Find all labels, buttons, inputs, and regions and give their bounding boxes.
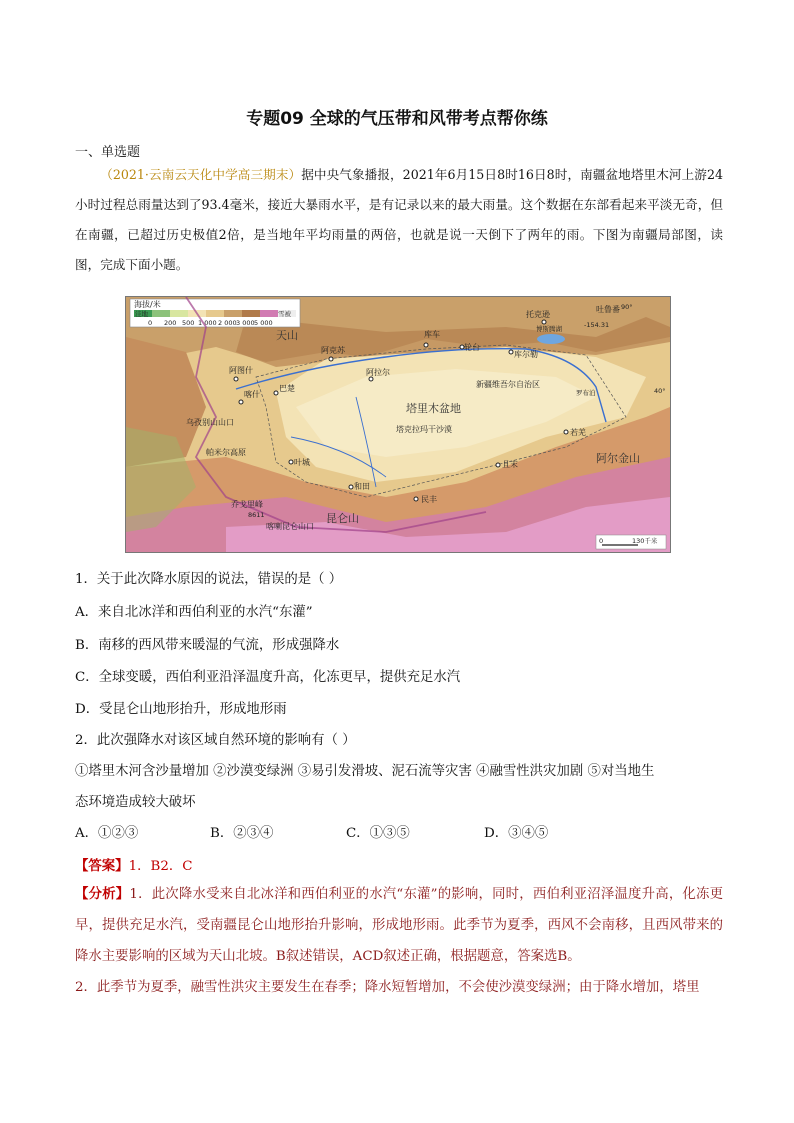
legend-tick: 5 000 — [254, 319, 273, 327]
analysis-paragraph — [75, 879, 723, 972]
place-label: 巴楚 — [279, 384, 295, 393]
south-xinjiang-map — [125, 296, 671, 553]
place-label: 轮台 — [464, 343, 480, 352]
place-label: 叶城 — [294, 458, 310, 467]
place-label: 阿克苏 — [321, 346, 345, 355]
elevation-label: -154.31 — [584, 321, 610, 329]
q1-option-b: B．南移的西风带来暖湿的气流，形成强降水 — [75, 638, 340, 653]
place-label: 阿拉尔 — [366, 368, 390, 377]
legend-tick: 200 — [164, 319, 177, 327]
place-label: 库尔勒 — [514, 350, 538, 359]
region-label: 塔里木盆地 — [406, 402, 461, 415]
analysis-text-1: 1．此次降水受来自北冰洋和西伯利亚的水汽“东灌”的影响，同时，西伯利亚沼泽温度升高，化冻更早，提供充足水汽，受南疆昆仑山地形抬升影响，形成地形雨。此季节为夏季，西风不会南移，且西风带来的降水主要影响的区域为天山北坡。B叙述错误，ACD叙述正确，根据题意，答案选B。 — [75, 887, 723, 964]
map-graphic — [126, 297, 670, 552]
answer-label: 【答案】 — [75, 858, 129, 874]
place-label: 喀什 — [244, 390, 260, 399]
q2-items-line1: ①塔里木河含沙量增加 ②沙漠变绿洲 ③易引发滑坡、泥石流等灾害 ④融雪性洪灾加剧 ⑤对当地生 — [75, 764, 655, 779]
elevation-label: 8611 — [248, 511, 265, 519]
region-label: 塔克拉玛干沙漠 — [396, 425, 452, 434]
scale-label: 130千米 — [632, 537, 658, 545]
q1-option-c: C．全球变暖，西伯利亚沿泽温度升高，化冻更早，提供充足水汽 — [75, 670, 461, 685]
place-label: 乌孜别山山口 — [186, 418, 234, 427]
place-label: 帕米尔高原 — [206, 448, 246, 457]
place-label: 博斯腾湖 — [536, 325, 562, 333]
legend-tick: 3 000 — [236, 319, 255, 327]
q2-option-a: A．①②③ — [75, 826, 139, 841]
legend-tick: 2 000 — [218, 319, 237, 327]
place-label: 吐鲁番 — [596, 305, 620, 314]
place-label: 若羌 — [570, 428, 586, 437]
q1-stem: 1．关于此次降水原因的说法，错误的是（ ） — [75, 572, 343, 587]
question-source: （2021·云南云天化中学高三期末） — [100, 167, 302, 182]
place-label: 阿图什 — [229, 366, 253, 375]
section-heading: 一、单选题 — [75, 145, 141, 160]
legend-title: 海拔/米 — [134, 300, 161, 309]
legend-low-label: 洼地 — [135, 310, 148, 318]
legend-tick: 1 000 — [198, 319, 217, 327]
analysis-paragraph-2: 2．此季节为夏季，融雪性洪灾主要发生在春季；降水短暂增加，不会使沙漠变绿洲；由于降水增加，塔里 — [75, 980, 700, 995]
place-label: 乔戈里峰 — [231, 500, 263, 509]
region-label: 天山 — [276, 329, 298, 342]
scale-zero: 0 — [599, 537, 604, 545]
place-label: 托克逊 — [526, 310, 550, 319]
analysis-label: 【分析】 — [75, 886, 130, 902]
lake-icon — [537, 334, 565, 344]
page-title: 专题09 全球的气压带和风带考点帮你练 — [246, 109, 548, 129]
region-label: 昆仑山 — [326, 512, 359, 525]
place-label: 库车 — [424, 330, 440, 339]
q1-option-d: D．受昆仑山地形抬升，形成地形雨 — [75, 702, 287, 717]
latitude-label: 40° — [654, 387, 666, 395]
legend-high-label: 雪被 — [278, 310, 291, 318]
q2-option-c: C．①③⑤ — [346, 826, 410, 841]
place-label: 喀喇昆仑山口 — [266, 522, 314, 531]
q2-option-b: B．②③④ — [210, 826, 274, 841]
q2-option-d: D．③④⑤ — [484, 826, 549, 841]
q2-items-line2: 态环境造成较大破坏 — [75, 795, 196, 810]
region-label: 新疆维吾尔自治区 — [476, 380, 540, 389]
place-label: 民丰 — [421, 495, 437, 504]
q1-option-a: A．来自北冰洋和西伯利亚的水汽“东灌” — [75, 605, 313, 620]
legend-tick: 0 — [148, 319, 153, 327]
place-label: 和田 — [354, 482, 370, 491]
answer-text: 1．B2．C — [128, 859, 193, 874]
place-label: 且末 — [502, 460, 518, 469]
legend-tick: 500 — [182, 319, 195, 327]
q2-stem: 2．此次强降水对该区域自然环境的影响有（ ） — [75, 733, 356, 748]
place-label: 罗布泊 — [576, 389, 596, 397]
intro-text: 据中央气象播报，2021年6月15日8时16日8时，南疆盆地塔里木河上游24小时过程总雨量达到了93.4毫米，接近大暴雨水平，是有记录以来的最大雨量。这个数据在东部看起来平淡无奇，但在南疆，已超过历史极值2倍，是当地年平均雨量的两倍，也就是说一天倒下了两年的雨。下图为南疆局部图，读图，完成下面小题。 — [75, 167, 723, 272]
intro-paragraph — [75, 160, 723, 280]
answer-line — [75, 855, 192, 874]
longitude-label: 90° — [621, 303, 633, 311]
region-label: 阿尔金山 — [596, 452, 640, 465]
